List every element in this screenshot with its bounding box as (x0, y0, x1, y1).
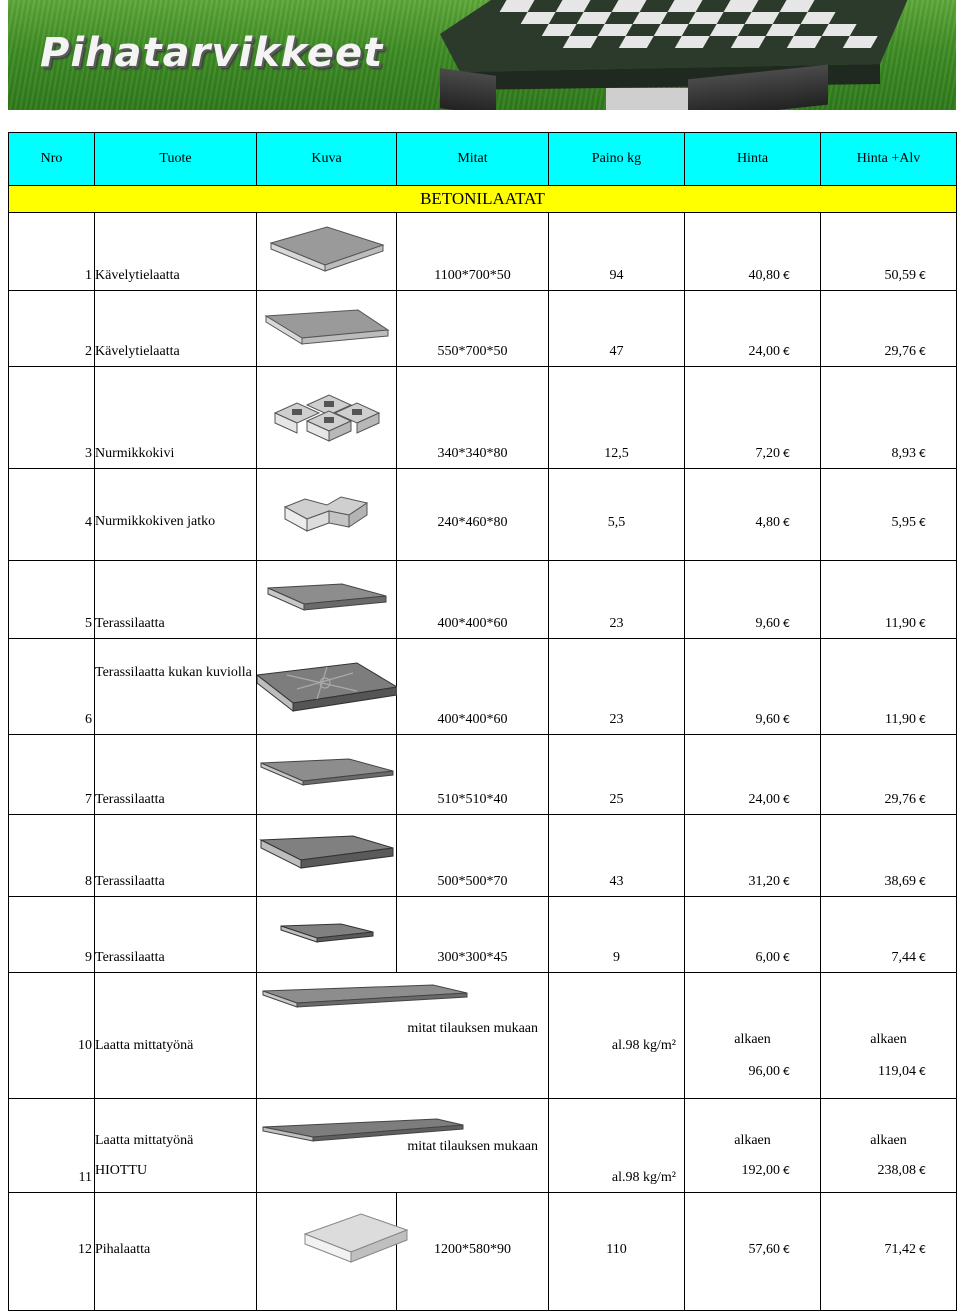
price-prefix: alkaen (734, 1031, 771, 1047)
row-nro: 7 (9, 735, 95, 815)
col-header-hinta-alv: Hinta +Alv (821, 133, 957, 186)
table-row (9, 897, 957, 973)
section-title: BETONILAATAT (9, 186, 957, 213)
row-dimensions: 400*400*60 (397, 561, 549, 639)
euro-icon: € (919, 345, 926, 358)
euro-icon: € (783, 875, 790, 888)
grass-paver-extension-icon (279, 493, 375, 537)
row-dimensions: 1100*700*50 (397, 213, 549, 291)
chess-table-icon (440, 0, 910, 90)
euro-icon: € (919, 1164, 926, 1177)
table-row (9, 1099, 957, 1193)
row-nro: 10 (9, 973, 95, 1099)
row-product: Terassilaatta (95, 897, 257, 973)
price-vat-value: 5,95 (891, 514, 916, 530)
row-product: Terassilaatta (95, 735, 257, 815)
row-price-vat (821, 639, 957, 735)
table-header-row (9, 133, 957, 186)
row-price (685, 469, 821, 561)
table-row (9, 1193, 957, 1311)
price-value: 7,20 (755, 446, 780, 461)
price-value: 31,20 (748, 874, 780, 889)
row-weight: 9 (549, 897, 685, 973)
row-weight: 25 (549, 735, 685, 815)
yard-slab-icon (301, 1212, 411, 1266)
row-dimensions: mitat tilauksen mukaan (407, 1139, 538, 1154)
paving-slab-icon (262, 306, 392, 352)
row-price (685, 897, 821, 973)
banner-title: Pihatarvikkeet (40, 30, 384, 76)
row-dimensions: 400*400*60 (397, 639, 549, 735)
price-value: 9,60 (755, 712, 780, 727)
row-weight: 23 (549, 561, 685, 639)
table-row (9, 973, 957, 1099)
row-nro: 5 (9, 561, 95, 639)
terrace-slab-icon (264, 580, 390, 620)
euro-icon: € (919, 1064, 926, 1078)
row-product-name: Laatta mittatyönä (95, 1133, 194, 1148)
price-value: 4,80 (755, 514, 780, 530)
row-image (257, 469, 397, 561)
row-dimensions: 1200*580*90 (397, 1193, 549, 1311)
row-price-vat (821, 1099, 957, 1193)
row-weight: 12,5 (549, 367, 685, 469)
row-weight: 94 (549, 213, 685, 291)
row-price-vat (821, 897, 957, 973)
price-vat-prefix: alkaen (870, 1031, 907, 1047)
col-header-tuote: Tuote (95, 133, 257, 186)
price-value: 192,00 (741, 1163, 780, 1178)
row-price (685, 973, 821, 1099)
euro-icon: € (919, 269, 926, 282)
row-nro: 11 (9, 1099, 95, 1193)
grass-paver-icon (267, 393, 387, 443)
row-image (257, 897, 397, 973)
price-vat-value: 11,90 (885, 616, 916, 631)
price-vat-value: 7,44 (891, 950, 916, 965)
euro-icon: € (783, 951, 790, 964)
euro-icon: € (783, 515, 790, 529)
row-nro: 8 (9, 815, 95, 897)
small-terrace-slab-icon (277, 920, 377, 950)
col-header-paino: Paino kg (549, 133, 685, 186)
row-nro: 9 (9, 897, 95, 973)
price-table (8, 132, 957, 1311)
row-weight: 23 (549, 639, 685, 735)
euro-icon: € (783, 713, 790, 726)
row-nro: 12 (9, 1193, 95, 1311)
row-price-vat (821, 561, 957, 639)
price-value: 24,00 (748, 792, 780, 807)
price-vat-value: 50,59 (884, 268, 916, 283)
row-image (257, 367, 397, 469)
row-product: Kävelytielaatta (95, 213, 257, 291)
table-row (9, 639, 957, 735)
euro-icon: € (919, 951, 926, 964)
price-vat-value: 11,90 (885, 712, 916, 727)
euro-icon: € (783, 1164, 790, 1177)
row-weight: 47 (549, 291, 685, 367)
price-vat-value: 29,76 (884, 792, 916, 807)
price-value: 40,80 (748, 268, 780, 283)
row-price-vat (821, 367, 957, 469)
col-header-nro: Nro (9, 133, 95, 186)
row-product: Terassilaatta (95, 815, 257, 897)
euro-icon: € (783, 1243, 790, 1256)
table-row (9, 815, 957, 897)
bench-left (440, 68, 496, 110)
row-price-vat (821, 735, 957, 815)
patterned-terrace-slab-icon (257, 657, 397, 717)
row-nro: 4 (9, 469, 95, 561)
header-banner (8, 0, 956, 110)
row-price-vat (821, 973, 957, 1099)
row-image-dimensions (257, 973, 549, 1099)
row-price (685, 1099, 821, 1193)
row-product: Laatta mittatyönä (95, 973, 257, 1099)
section-row (9, 186, 957, 213)
price-vat-amount (821, 1156, 956, 1186)
euro-icon: € (783, 793, 790, 806)
row-dimensions: 240*460*80 (397, 469, 549, 561)
row-product: Kävelytielaatta (95, 291, 257, 367)
price-vat-value: 119,04 (878, 1063, 916, 1079)
row-image (257, 735, 397, 815)
row-dimensions: 340*340*80 (397, 367, 549, 469)
price-value: 6,00 (755, 950, 780, 965)
euro-icon: € (783, 269, 790, 282)
price-value: 24,00 (748, 344, 780, 359)
row-price (685, 735, 821, 815)
euro-icon: € (783, 617, 790, 630)
custom-slab-icon (257, 983, 537, 1017)
row-product-variant: HIOTTU (95, 1163, 148, 1178)
euro-icon: € (919, 793, 926, 806)
table-row (9, 561, 957, 639)
euro-icon: € (919, 447, 926, 460)
row-dimensions: mitat tilauksen mukaan (407, 1021, 538, 1036)
euro-icon: € (919, 875, 926, 888)
row-price-vat (821, 469, 957, 561)
euro-icon: € (783, 1064, 790, 1078)
price-value: 57,60 (748, 1242, 780, 1257)
row-image (257, 1193, 397, 1311)
row-price-vat (821, 291, 957, 367)
row-image (257, 639, 397, 735)
price-vat-value: 38,69 (884, 874, 916, 889)
row-product: Terassilaatta (95, 561, 257, 639)
row-price (685, 815, 821, 897)
price-amount (685, 1056, 820, 1088)
row-weight: 5,5 (549, 469, 685, 561)
price-vat-value: 29,76 (884, 344, 916, 359)
row-product: Pihalaatta (95, 1193, 257, 1311)
row-nro: 3 (9, 367, 95, 469)
table-row (9, 367, 957, 469)
euro-icon: € (919, 617, 926, 630)
col-header-hinta: Hinta (685, 133, 821, 186)
price-value: 9,60 (755, 616, 780, 631)
euro-icon: € (919, 515, 926, 529)
row-dimensions: 500*500*70 (397, 815, 549, 897)
euro-icon: € (919, 1243, 926, 1256)
table-row (9, 213, 957, 291)
row-product: Terassilaatta kukan kuviolla (95, 639, 257, 735)
row-product (95, 1099, 257, 1193)
euro-icon: € (783, 447, 790, 460)
price-vat-amount (821, 1056, 956, 1088)
price-vat-value: 71,42 (884, 1242, 916, 1257)
row-nro: 2 (9, 291, 95, 367)
row-dimensions: 550*700*50 (397, 291, 549, 367)
price-vat-value: 238,08 (877, 1163, 916, 1178)
row-image-dimensions (257, 1099, 549, 1193)
col-header-mitat: Mitat (397, 133, 549, 186)
row-price-vat (821, 815, 957, 897)
table-row (9, 469, 957, 561)
table-row (9, 291, 957, 367)
row-dimensions: 510*510*40 (397, 735, 549, 815)
row-product: Nurmikkokiven jatko (95, 469, 257, 561)
price-prefix: alkaen (734, 1133, 771, 1148)
row-price (685, 1193, 821, 1311)
row-nro: 6 (9, 639, 95, 735)
terrace-slab-icon (257, 755, 397, 795)
row-price (685, 291, 821, 367)
row-price-vat (821, 1193, 957, 1311)
row-dimensions: 300*300*45 (397, 897, 549, 973)
row-price (685, 639, 821, 735)
row-image (257, 561, 397, 639)
row-weight: al.98 kg/m² (549, 1099, 685, 1193)
price-value: 96,00 (748, 1063, 780, 1079)
price-vat-value: 8,93 (891, 446, 916, 461)
row-image (257, 815, 397, 897)
euro-icon: € (783, 345, 790, 358)
row-price-vat (821, 213, 957, 291)
price-amount (685, 1156, 820, 1186)
row-image (257, 291, 397, 367)
euro-icon: € (919, 713, 926, 726)
large-paving-slab-icon (267, 225, 387, 279)
row-weight: 43 (549, 815, 685, 897)
table-row (9, 735, 957, 815)
row-product: Nurmikkokivi (95, 367, 257, 469)
price-vat-prefix: alkaen (870, 1133, 907, 1148)
col-header-kuva: Kuva (257, 133, 397, 186)
row-price (685, 213, 821, 291)
row-price (685, 367, 821, 469)
row-nro: 1 (9, 213, 95, 291)
table-pedestal (606, 88, 690, 110)
row-weight: al.98 kg/m² (549, 973, 685, 1099)
row-price (685, 561, 821, 639)
row-image (257, 213, 397, 291)
terrace-slab-icon (257, 834, 397, 878)
row-weight: 110 (549, 1193, 685, 1311)
